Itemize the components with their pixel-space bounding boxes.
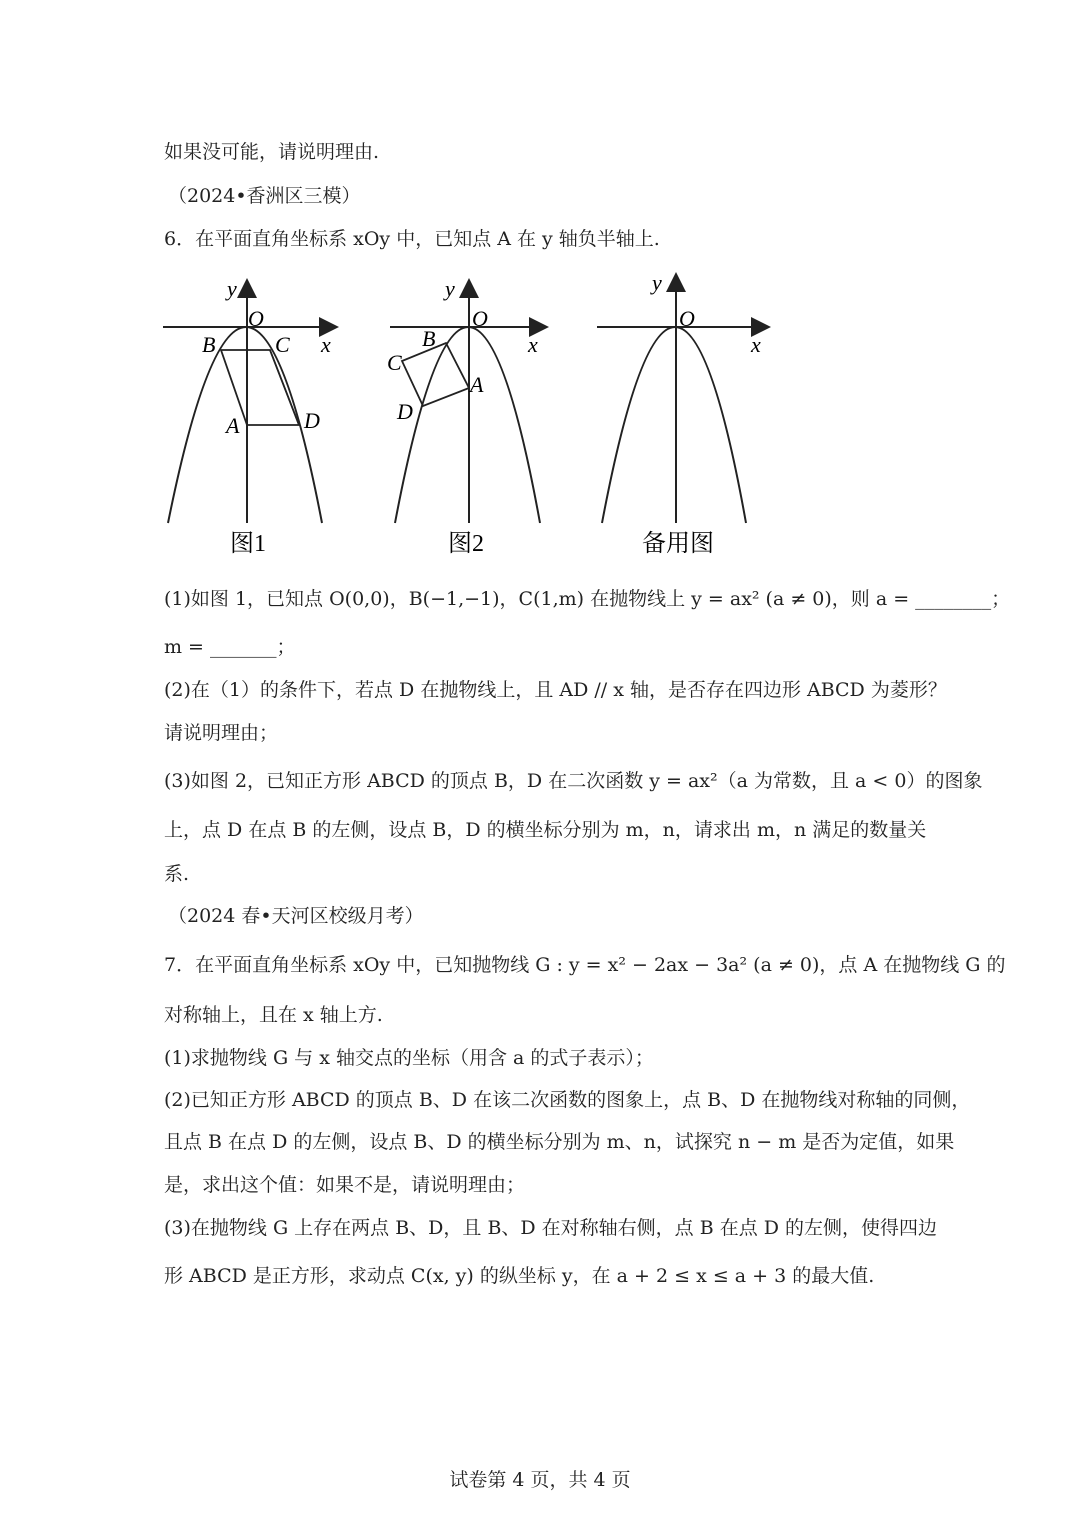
fig1-label-x: x [321,332,331,357]
problem-7-title-cont: 对称轴上，且在 x 轴上方. [164,1004,383,1026]
fig2-label-d: D [397,399,413,424]
problem-7-part-2-cont: 且点 B 在点 D 的左侧，设点 B、D 的横坐标分别为 m、n，试探究 n − m 是否为定值，如果 [164,1131,955,1153]
problem-7-part-3-cont: 形 ABCD 是正方形，求动点 C(x, y) 的纵坐标 y，在 a + 2 ≤ x ≤ a + 3 的最大值. [164,1265,875,1287]
problem-7-part-3: (3)在抛物线 G 上存在两点 B、D，且 B、D 在对称轴右侧，点 B 在点 D 的左侧，使得四边 [164,1217,938,1239]
page-footer: 试卷第 4 页，共 4 页 [449,1469,631,1491]
figures-svg [150,268,790,568]
fig2-label-y: y [445,276,455,301]
fig2-label-a: A [470,372,484,397]
problem-6-part-2: (2)在（1）的条件下，若点 D 在抛物线上，且 AD // x 轴，是否存在四边形 ABCD 为菱形？ [164,679,947,701]
figure-2 [390,282,545,523]
fig1-label-b: B [202,332,216,357]
fig3-label-y: y [652,270,662,295]
fig2-parabola [395,327,540,523]
fig3-parabola [602,327,746,523]
fig1-label-y: y [227,276,237,301]
fig1-label-d: D [304,408,320,433]
problem-6-part-3-cont: 上，点 D 在点 B 的左侧，设点 B，D 的横坐标分别为 m，n，请求出 m，n 满足的数量关 [164,819,927,841]
problem-6-part-1: (1)如图 1，已知点 O(0,0)，B(−1,−1)，C(1,m) 在抛物线上 y = ax² (a ≠ 0)，则 a = ________； [164,588,1011,610]
fig3-label-o: O [679,306,695,331]
problem-7-part-2-end: 是，求出这个值：如果不是，请说明理由； [164,1174,526,1196]
problem-6-part-3: (3)如图 2，已知正方形 ABCD 的顶点 B，D 在二次函数 y = ax²（a 为常数，且 a < 0）的图象 [164,770,983,792]
problem-7-part-2: (2)已知正方形 ABCD 的顶点 B、D 在该二次函数的图象上，点 B、D 在抛物线对称轴的同侧， [164,1089,971,1111]
fig2-square [402,343,469,406]
fig2-caption: 图2 [448,531,484,557]
fig1-label-o: O [248,306,264,331]
problem-7-part-1: (1)求抛物线 G 与 x 轴交点的坐标（用含 a 的式子表示）； [164,1047,654,1069]
fig2-label-c: C [387,350,402,375]
fig2-label-o: O [472,306,488,331]
fig2-label-x: x [528,332,538,357]
problem-7-title: 7．在平面直角坐标系 xOy 中，已知抛物线 G : y = x² − 2ax − 3a² (a ≠ 0)，点 A 在抛物线 G 的 [164,954,1006,976]
text-line-1: 如果没可能，请说明理由. [164,141,380,163]
fig3-label-x: x [751,332,761,357]
problem-6-part-2-cont: 请说明理由； [164,722,279,744]
problem-6-part-3-end: 系. [164,863,190,885]
source-note-2: （2024 春•天河区校级月考） [168,905,424,927]
problem-6-part-1-cont: m = _______； [164,636,296,658]
fig1-label-a: A [226,413,240,438]
fig2-label-b: B [422,326,436,351]
source-note-1: （2024•香洲区三模） [168,185,361,207]
problem-6-title: 6．在平面直角坐标系 xOy 中，已知点 A 在 y 轴负半轴上. [164,228,660,250]
fig3-caption: 备用图 [642,531,714,557]
fig1-caption: 图1 [230,531,266,557]
fig1-label-c: C [275,332,290,357]
figures-row [150,268,790,572]
